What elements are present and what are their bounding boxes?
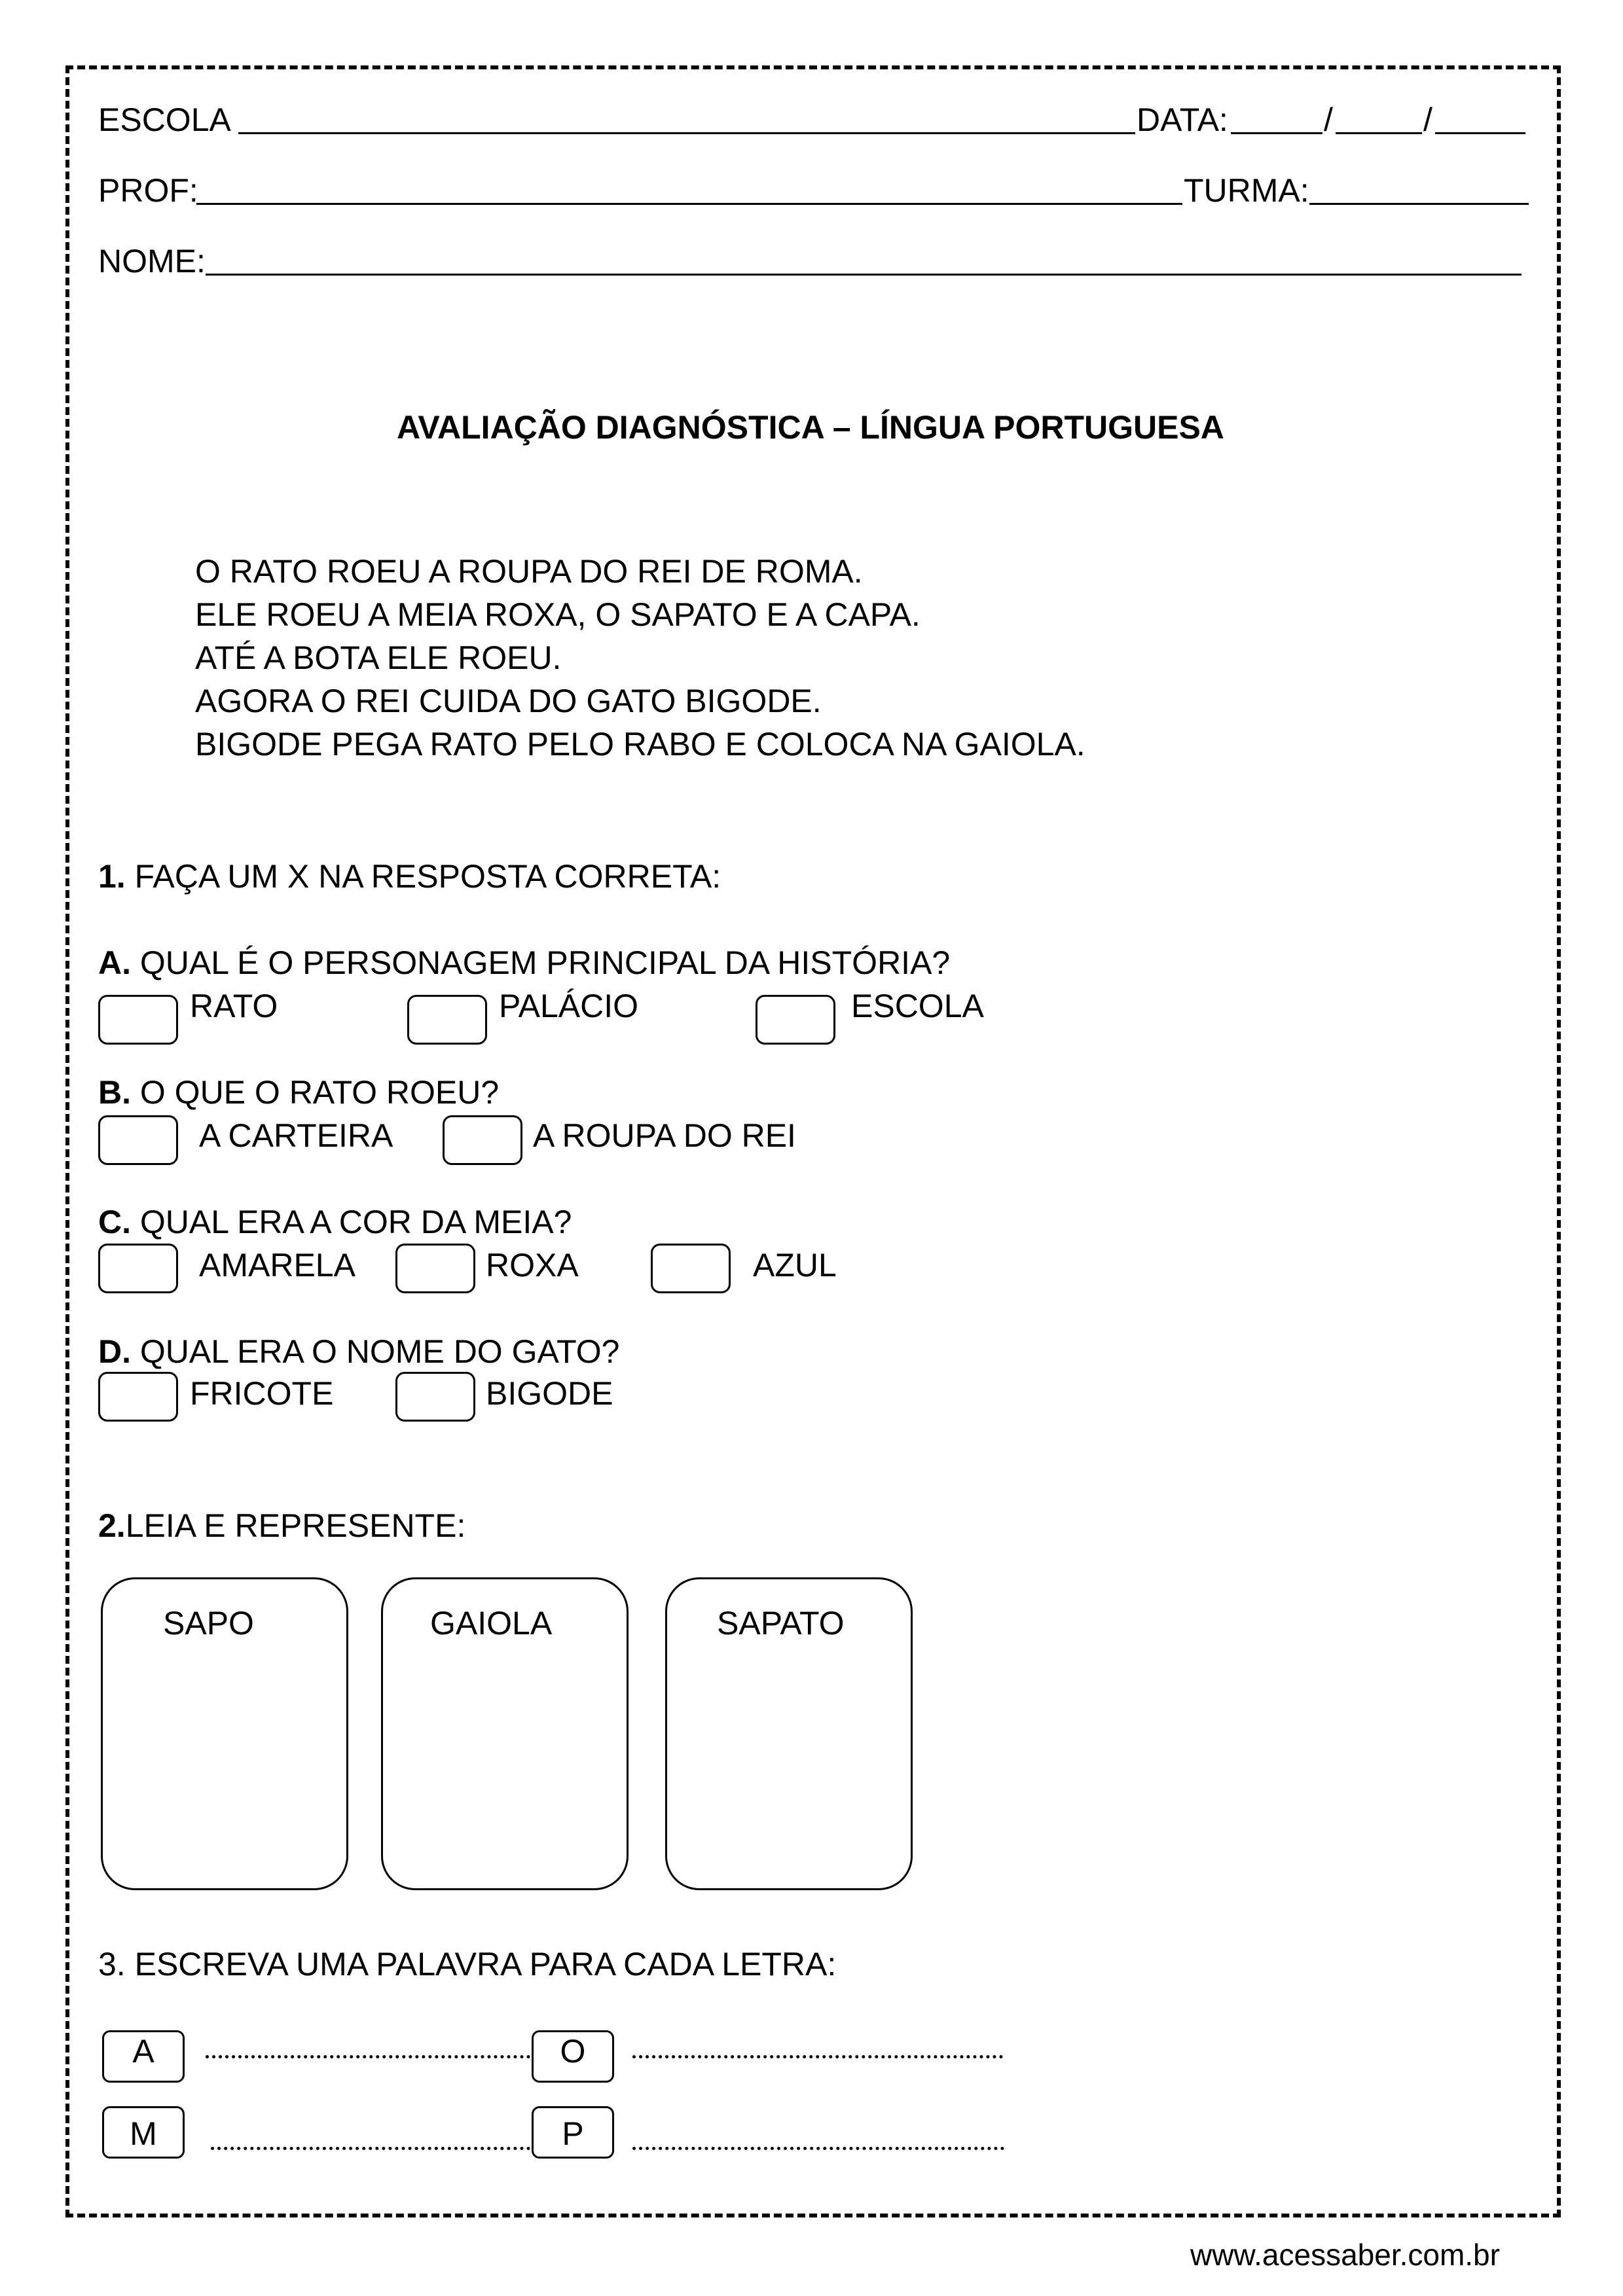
question-1-number: 1. — [98, 858, 126, 895]
question-d-text: QUAL ERA O NOME DO GATO? — [131, 1333, 620, 1370]
checkbox-a-carteira[interactable] — [98, 1115, 178, 1165]
escola-label: ESCOLA — [98, 101, 231, 138]
question-2-number: 2. — [98, 1507, 126, 1544]
question-c-letter: C. — [98, 1204, 131, 1240]
nome-field[interactable] — [206, 274, 1522, 276]
option-label: A CARTEIRA — [199, 1117, 393, 1154]
text-line: O RATO ROEU A ROUPA DO REI DE ROMA. — [195, 553, 863, 590]
checkbox-a-roupa-do-rei[interactable] — [443, 1115, 522, 1165]
date-separator-2: / — [1423, 101, 1432, 138]
letter-box-p — [532, 2106, 614, 2159]
text-line: BIGODE PEGA RATO PELO RABO E COLOCA NA GAIOLA. — [195, 726, 1085, 762]
question-a-letter: A. — [98, 944, 131, 981]
question-d-letter: D. — [98, 1333, 131, 1370]
answer-line-m[interactable] — [211, 2147, 530, 2150]
prof-field[interactable] — [196, 203, 1182, 205]
text-line: AGORA O REI CUIDA DO GATO BIGODE. — [195, 683, 822, 719]
date-year-field[interactable] — [1435, 132, 1525, 134]
escola-field[interactable] — [238, 132, 1135, 134]
drawing-box-label: SAPO — [163, 1605, 254, 1641]
answer-line-p[interactable] — [632, 2147, 1004, 2150]
question-1-heading — [98, 860, 721, 893]
letter-box-o — [532, 2030, 614, 2083]
drawing-box-sapo[interactable] — [101, 1577, 348, 1890]
option-label: ROXA — [486, 1247, 579, 1283]
option-label: AMARELA — [199, 1247, 356, 1283]
question-b-text: O QUE O RATO ROEU? — [131, 1074, 500, 1111]
date-month-field[interactable] — [1336, 132, 1422, 134]
question-2-heading — [98, 1509, 465, 1542]
drawing-box-sapato[interactable] — [665, 1577, 913, 1890]
question-c-text: QUAL ERA A COR DA MEIA? — [131, 1204, 572, 1240]
letter-box-a — [102, 2030, 185, 2083]
question-3-heading: 3. ESCREVA UMA PALAVRA PARA CADA LETRA: — [98, 1946, 837, 1982]
question-d — [98, 1335, 619, 1368]
date-separator-1: / — [1324, 101, 1333, 138]
question-2-text: LEIA E REPRESENTE: — [125, 1507, 466, 1544]
turma-field[interactable] — [1309, 203, 1529, 205]
checkbox-palacio[interactable] — [407, 995, 487, 1045]
option-label: BIGODE — [486, 1375, 613, 1412]
footer-url[interactable]: www.acessaber.com.br — [1190, 2238, 1500, 2272]
nome-label: NOME: — [98, 243, 206, 279]
question-1-text: FAÇA UM X NA RESPOSTA CORRETA: — [125, 858, 721, 895]
checkbox-amarela[interactable] — [98, 1244, 178, 1293]
option-label: AZUL — [753, 1247, 837, 1283]
drawing-box-label: GAIOLA — [430, 1605, 553, 1641]
question-b-letter: B. — [98, 1074, 131, 1111]
answer-line-a[interactable] — [206, 2055, 530, 2058]
checkbox-fricote[interactable] — [98, 1372, 178, 1422]
question-a — [98, 946, 950, 979]
page-title: AVALIAÇÃO DIAGNÓSTICA – LÍNGUA PORTUGUESA — [397, 409, 1224, 446]
data-label: DATA: — [1137, 101, 1228, 138]
checkbox-bigode[interactable] — [395, 1372, 475, 1422]
checkbox-escola[interactable] — [756, 995, 835, 1045]
option-label: ESCOLA — [851, 988, 984, 1024]
prof-label: PROF: — [98, 172, 198, 209]
letter-box-m — [102, 2106, 185, 2159]
question-a-text: QUAL É O PERSONAGEM PRINCIPAL DA HISTÓRIA? — [131, 944, 951, 981]
text-line: ELE ROEU A MEIA ROXA, O SAPATO E A CAPA. — [195, 596, 921, 633]
checkbox-rato[interactable] — [98, 995, 178, 1045]
drawing-box-gaiola[interactable] — [381, 1577, 629, 1890]
letter-box-label: M — [130, 2115, 157, 2152]
letter-box-label: A — [132, 2033, 155, 2070]
option-label: PALÁCIO — [499, 988, 639, 1024]
question-c — [98, 1206, 572, 1238]
drawing-box-label: SAPATO — [717, 1605, 845, 1641]
option-label: FRICOTE — [190, 1375, 334, 1412]
question-b — [98, 1076, 499, 1109]
letter-box-label: P — [562, 2115, 584, 2152]
turma-label: TURMA: — [1184, 172, 1309, 209]
option-label: RATO — [190, 988, 278, 1024]
text-line: ATÉ A BOTA ELE ROEU. — [195, 639, 562, 676]
checkbox-roxa[interactable] — [395, 1244, 475, 1293]
answer-line-o[interactable] — [632, 2055, 1003, 2058]
option-label: A ROUPA DO REI — [533, 1117, 796, 1154]
checkbox-azul[interactable] — [651, 1244, 731, 1293]
letter-box-label: O — [560, 2033, 586, 2070]
date-day-field[interactable] — [1231, 132, 1322, 134]
